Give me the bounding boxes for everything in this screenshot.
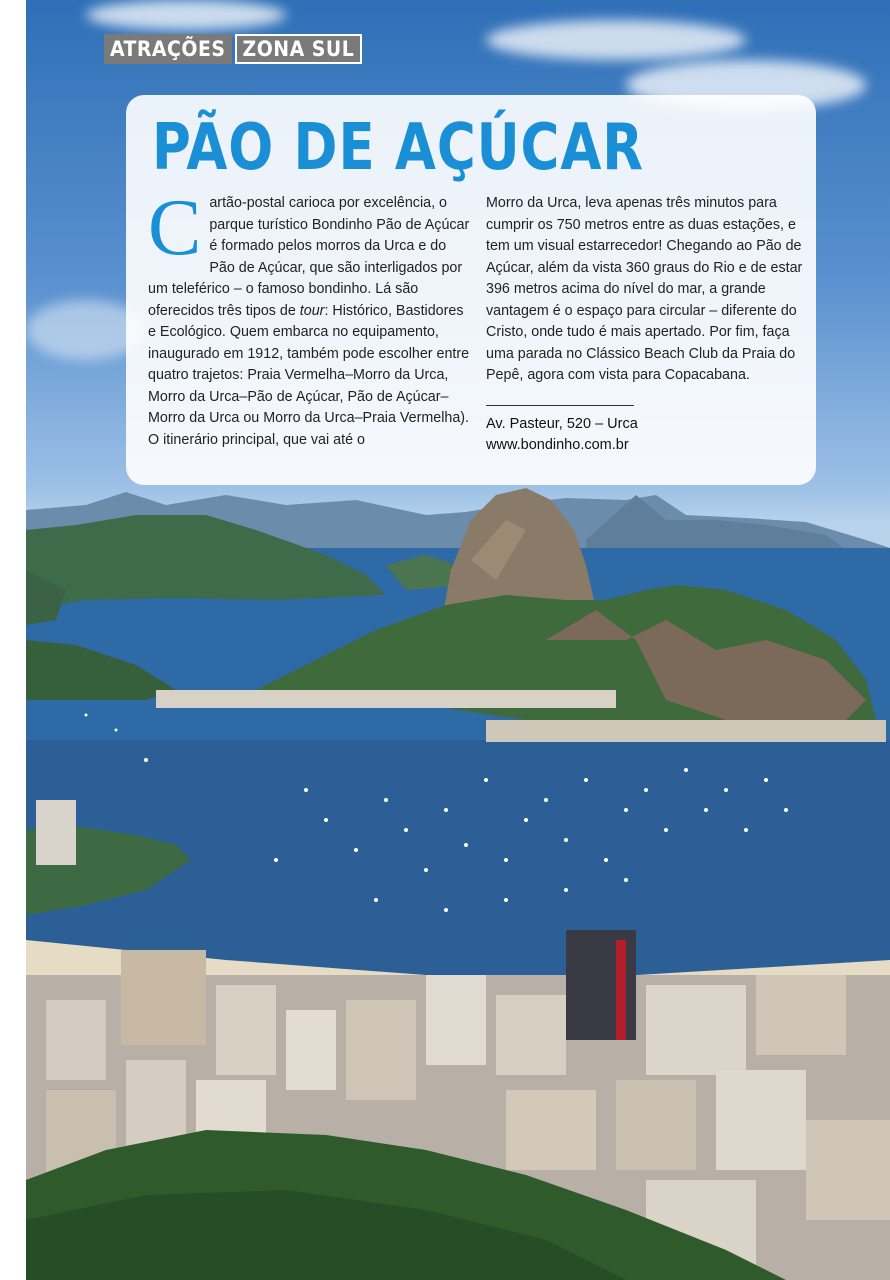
drop-cap: C (148, 184, 202, 272)
article-card (126, 95, 816, 485)
website-link[interactable]: www.bondinho.com.br (486, 436, 629, 453)
column-2-text: Morro da Urca, leva apenas três minutos para cumprir os 750 metros entre as duas estações, e tem um visual estarrecedor! Chegando ao Pão de Açúcar, além da vista 360 graus do Rio e de estar 396 metros acima do nível do mar, a grande vantagem é o espaço para circular – diferente do Cristo, onde tudo é mais apertado. Por fim, faça uma parada no Clássico Beach Club da Praia do Pepê, agora com vista para Copacabana. (486, 195, 803, 383)
section-tag (104, 34, 362, 64)
column-1-italic: tour (299, 302, 325, 319)
section-tag-primary: ATRAÇÕES (104, 34, 232, 64)
article-column-1 (148, 184, 470, 456)
article-column-2 (486, 193, 808, 456)
article-body (148, 184, 808, 456)
address-block (486, 414, 808, 456)
address: Av. Pasteur, 520 – Urca (486, 415, 638, 432)
column-1-rest: : Histórico, Bastidores e Ecológico. Quem embarca no equipamento, inaugurado em 1912, também pode escolher entre quatro trajetos: Praia Vermelha–Morro da Urca, Morro da Urca–Pão de Açúcar, Pão de Açúcar–Morro da Urca ou Morro da Urca–Praia Vermelha). O itinerário principal, que vai até o (148, 302, 470, 448)
section-tag-secondary: ZONA SUL (235, 34, 363, 64)
divider (486, 405, 634, 406)
article-title: PÃO DE AÇÚCAR (152, 111, 644, 185)
column-1-lead: artão-postal carioca por excelência, o parque turístico Bondinho Pão de Açúcar é formado pelos morros da Urca e do Pão de Açúcar, que são interligados por um teleférico – o famoso bondinho. Lá são oferecidos três tipos de (148, 195, 470, 319)
